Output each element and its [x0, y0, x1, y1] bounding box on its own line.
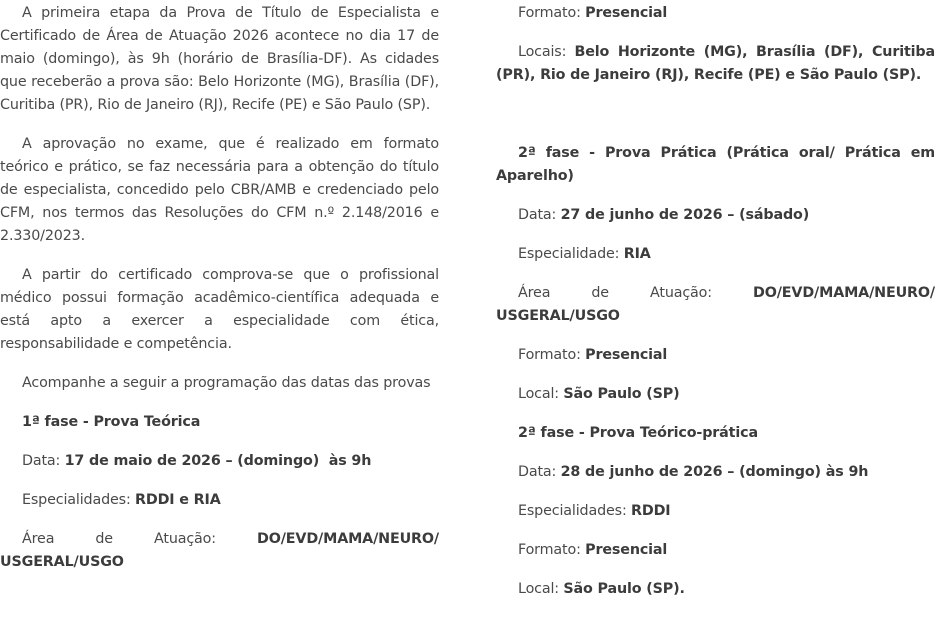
- phase2-title: [496, 142, 935, 188]
- left-column: [0, 0, 439, 590]
- intro-paragraph: A primeira etapa da Prova de Título de Especialista e Certificado de Área de Atuação 2026 acontece no dia 17 de maio (domingo), às 9h (horário de Brasília-DF). As cidades que receberão a prova são: Belo Horizonte (MG), Brasília (DF), Curitiba (PR), Rio de Janeiro (RJ), Recife (PE) e São Paulo (SP).: [0, 5, 439, 113]
- phase1-title-text: 1ª fase - Prova Teórica: [22, 414, 201, 430]
- phase1-area: [0, 528, 439, 574]
- certificate-paragraph: A partir do certificado comprova-se que o profissional médico possui formação acadêmico-científica adequada e está apto a exercer a especialidade com ética, responsabilidade e competência.: [0, 267, 439, 352]
- phase2b-spec-label: Especialidades:: [518, 503, 632, 519]
- phase2-date: [496, 204, 935, 227]
- phase2b-date: [496, 461, 935, 484]
- phase2b-local-value: São Paulo (SP).: [563, 581, 685, 597]
- phase2b-specialties: [496, 500, 935, 523]
- spacer: [496, 103, 935, 142]
- phase1-date: [0, 450, 439, 473]
- phase2-local-label: Local:: [518, 386, 564, 402]
- phase2-date-label: Data:: [518, 207, 561, 223]
- phase2b-date-value: 28 de junho de 2026 – (domingo) às 9h: [560, 464, 869, 480]
- phase2-format-label: Formato:: [518, 347, 586, 363]
- phase2-area-value: DO/EVD/MAMA/NEURO/ USGERAL/USGO: [496, 285, 935, 324]
- phase2-format-value: Presencial: [585, 347, 668, 363]
- phase2-spec-label: Especialidade:: [518, 246, 624, 262]
- phase1-date-value: 17 de maio de 2026 – (domingo) às 9h: [64, 453, 372, 469]
- phase1-format: [496, 2, 935, 25]
- phase1-title: [0, 411, 439, 434]
- phase1-spec-label: Especialidades:: [22, 492, 136, 508]
- phase2b-format-value: Presencial: [585, 542, 668, 558]
- phase1-locations-value: Belo Horizonte (MG), Brasília (DF), Curitiba (PR), Rio de Janeiro (RJ), Recife (PE) e São Paulo (SP).: [496, 44, 935, 83]
- phase1-locations-label: Locais:: [518, 44, 575, 60]
- schedule-intro-paragraph: Acompanhe a seguir a programação das datas das provas: [22, 375, 431, 391]
- phase1-area-label: Área de Atuação:: [22, 531, 257, 547]
- phase1-spec-value: RDDI e RIA: [135, 492, 221, 508]
- phase2-area: [496, 282, 935, 328]
- phase1-format-value: Presencial: [585, 5, 668, 21]
- phase2b-title-text: 2ª fase - Prova Teórico-prática: [518, 425, 758, 441]
- phase2-format: [496, 344, 935, 367]
- phase2b-spec-value: RDDI: [631, 503, 671, 519]
- phase2b-format: [496, 539, 935, 562]
- phase2-specialty: [496, 243, 935, 266]
- phase2b-location: [496, 578, 935, 601]
- phase2-spec-value: RIA: [623, 246, 651, 262]
- phase2-area-label: Área de Atuação:: [518, 285, 753, 301]
- phase2b-date-label: Data:: [518, 464, 561, 480]
- phase1-area-value: DO/EVD/MAMA/NEURO/ USGERAL/USGO: [0, 531, 439, 570]
- phase1-locations: [496, 41, 935, 87]
- right-column: [496, 0, 935, 617]
- phase2b-format-label: Formato:: [518, 542, 586, 558]
- phase1-format-label: Formato:: [518, 5, 586, 21]
- phase2-date-value: 27 de junho de 2026 – (sábado): [560, 207, 810, 223]
- phase1-specialties: [0, 489, 439, 512]
- approval-paragraph: A aprovação no exame, que é realizado em formato teórico e prático, se faz necessária para a obtenção do título de especialista, concedido pelo CBR/AMB e credenciado pelo CFM, nos termos das Resoluções do CFM n.º 2.148/2016 e 2.330/2023.: [0, 136, 439, 244]
- phase2-local-value: São Paulo (SP): [563, 386, 680, 402]
- phase2-title-text: 2ª fase - Prova Prática (Prática oral/ Prática em Aparelho): [496, 145, 935, 184]
- phase2b-title: [496, 422, 935, 445]
- phase2b-local-label: Local:: [518, 581, 564, 597]
- phase2-location: [496, 383, 935, 406]
- phase1-date-label: Data:: [22, 453, 65, 469]
